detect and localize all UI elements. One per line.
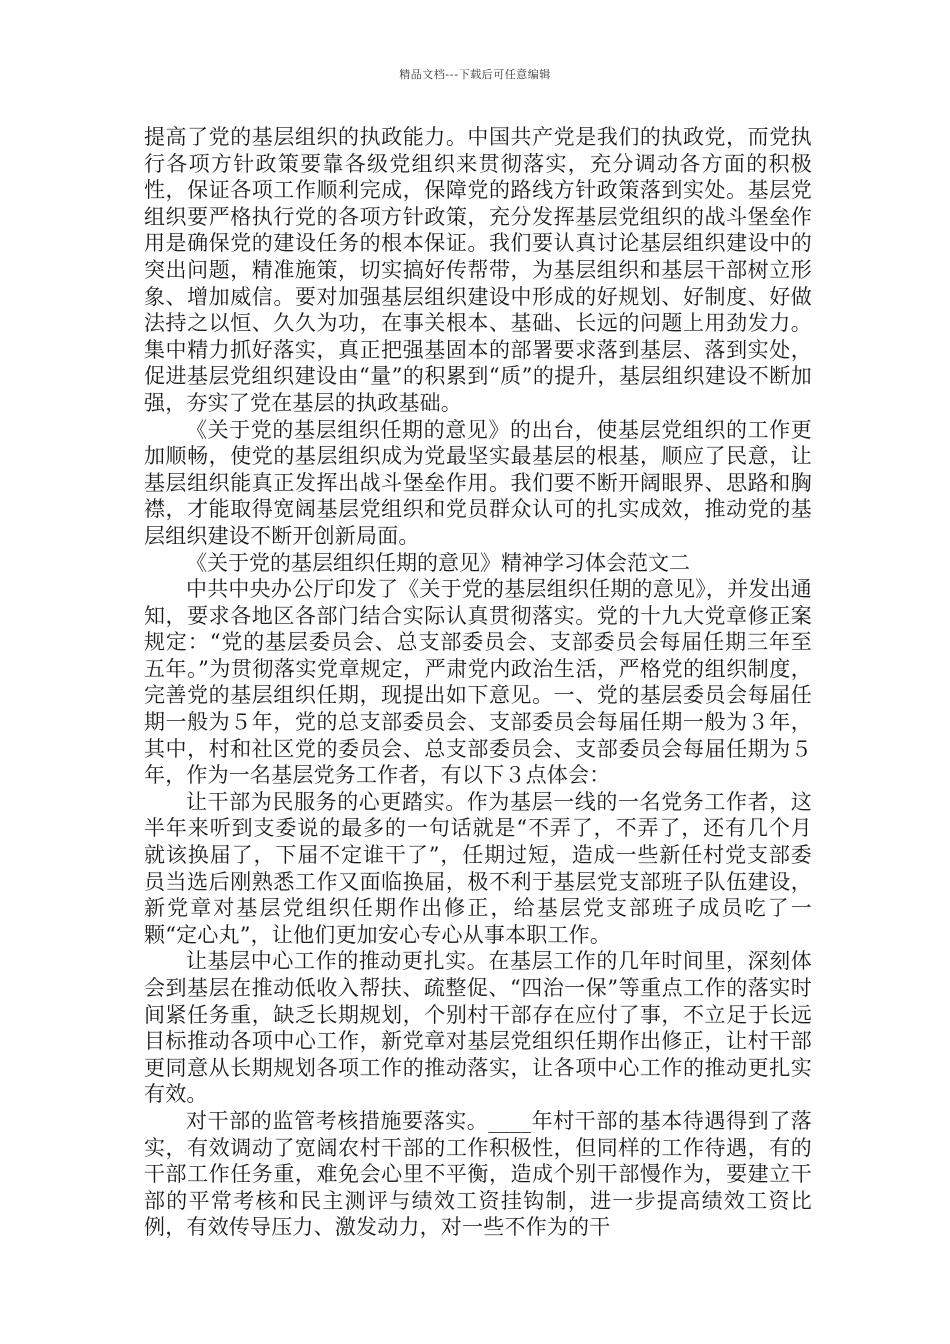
section-title: 《关于党的基层组织任期的意见》精神学习体会范文二 xyxy=(186,550,690,575)
paragraph: 中共中央办公厅印发了《关于党的基层组织任期的意见》，并发出通知，要求各地区各部门结合实际认真贯彻落实。党的十九大党章修正案规定：“党的基层委员会、总支部委员会、支部委员会每届任期三年至五年。”为贯彻落实党章规定，严肃党内政治生活，严格党的组织制度，完善党的基层组织任期，现提出如下意见。一、党的基层委员会每届任期一般为５年，党的总支部委员会、支部委员会每届任期一般为３年，其中，村和社区党的委员会、总支部委员会、支部委员会每届任期为５年，作为一名基层党务工作者，有以下３点体会： xyxy=(144,577,812,788)
paragraph: 《关于党的基层组织任期的意见》的出台，使基层党组织的工作更加顺畅，使党的基层组织成为党最坚实最基层的根基，顺应了民意，让基层组织能真正发挥出战斗堡垒作用。我们要不断开阔眼界、思路和胸襟，才能取得宽阔基层党组织和党员群众认可的扎实成效，推动党的基层组织建设不断开创新局面。 xyxy=(144,417,812,548)
paragraph: 提高了党的基层组织的执政能力。中国共产党是我们的执政党，而党执行各项方针政策要靠各级党组织来贯彻落实，充分调动各方面的积极性，保证各项工作顺利完成，保障党的路线方针政策落到实处。基层党组织要严格执行党的各项方针政策，充分发挥基层党组织的战斗堡垒作用是确保党的建设任务的根本保证。我们要认真讨论基层组织建设中的突出问题，精准施策，切实搞好传帮带，为基层组织和基层干部树立形象、增加威信。要对加强基层组织建设中形成的好规划、好制度、好做法持之以恒、久久为功，在事关根本、基础、长远的问题上用劲发力。集中精力抓好落实，真正把强基固本的部署要求落到基层、落到实处，促进基层党组织建设由“量”的积累到“质”的提升，基层组织建设不断加强，夯实了党在基层的执政基础。 xyxy=(144,125,812,415)
page-header: 精品文档---下载后可任意编辑 xyxy=(399,68,551,81)
document-body xyxy=(144,124,812,1241)
paragraph: 对干部的监管考核措施要落实。____年村干部的基本待遇得到了落实，有效调动了宽阔农村干部的工作积极性，但同样的工作待遇，有的干部工作任务重，难免会心里不平衡，造成个别干部慢作为，要建立干部的平常考核和民主测评与绩效工资挂钩制，进一步提高绩效工资比例，有效传导压力、激发动力，对一些不作为的干 xyxy=(144,1108,812,1240)
paragraph: 让干部为民服务的心更踏实。作为基层一线的一名党务工作者，这半年来听到支委说的最多的一句话就是“不弄了，不弄了，还有几个月就该换届了，下届不定谁干了”，任期过短，造成一些新任村党支部委员当选后刚熟悉工作又面临换届，极不利于基层党支部班子队伍建设，新党章对基层党组织任期作出修正，给基层党支部班子成员吃了一颗“定心丸”，让他们更加安心专心从事本职工作。 xyxy=(144,789,812,947)
paragraph: 让基层中心工作的推动更扎实。在基层工作的几年时间里，深刻体会到基层在推动低收入帮扶、疏整促、“四治一保”等重点工作的落实时间紧任务重，缺乏长期规划，个别村干部存在应付了事，不立足于长远目标推动各项中心工作，新党章对基层党组织任期作出修正，让村干部更同意从长期规划各项工作的推动落实，让各项中心工作的推动更扎实有效。 xyxy=(144,949,812,1107)
